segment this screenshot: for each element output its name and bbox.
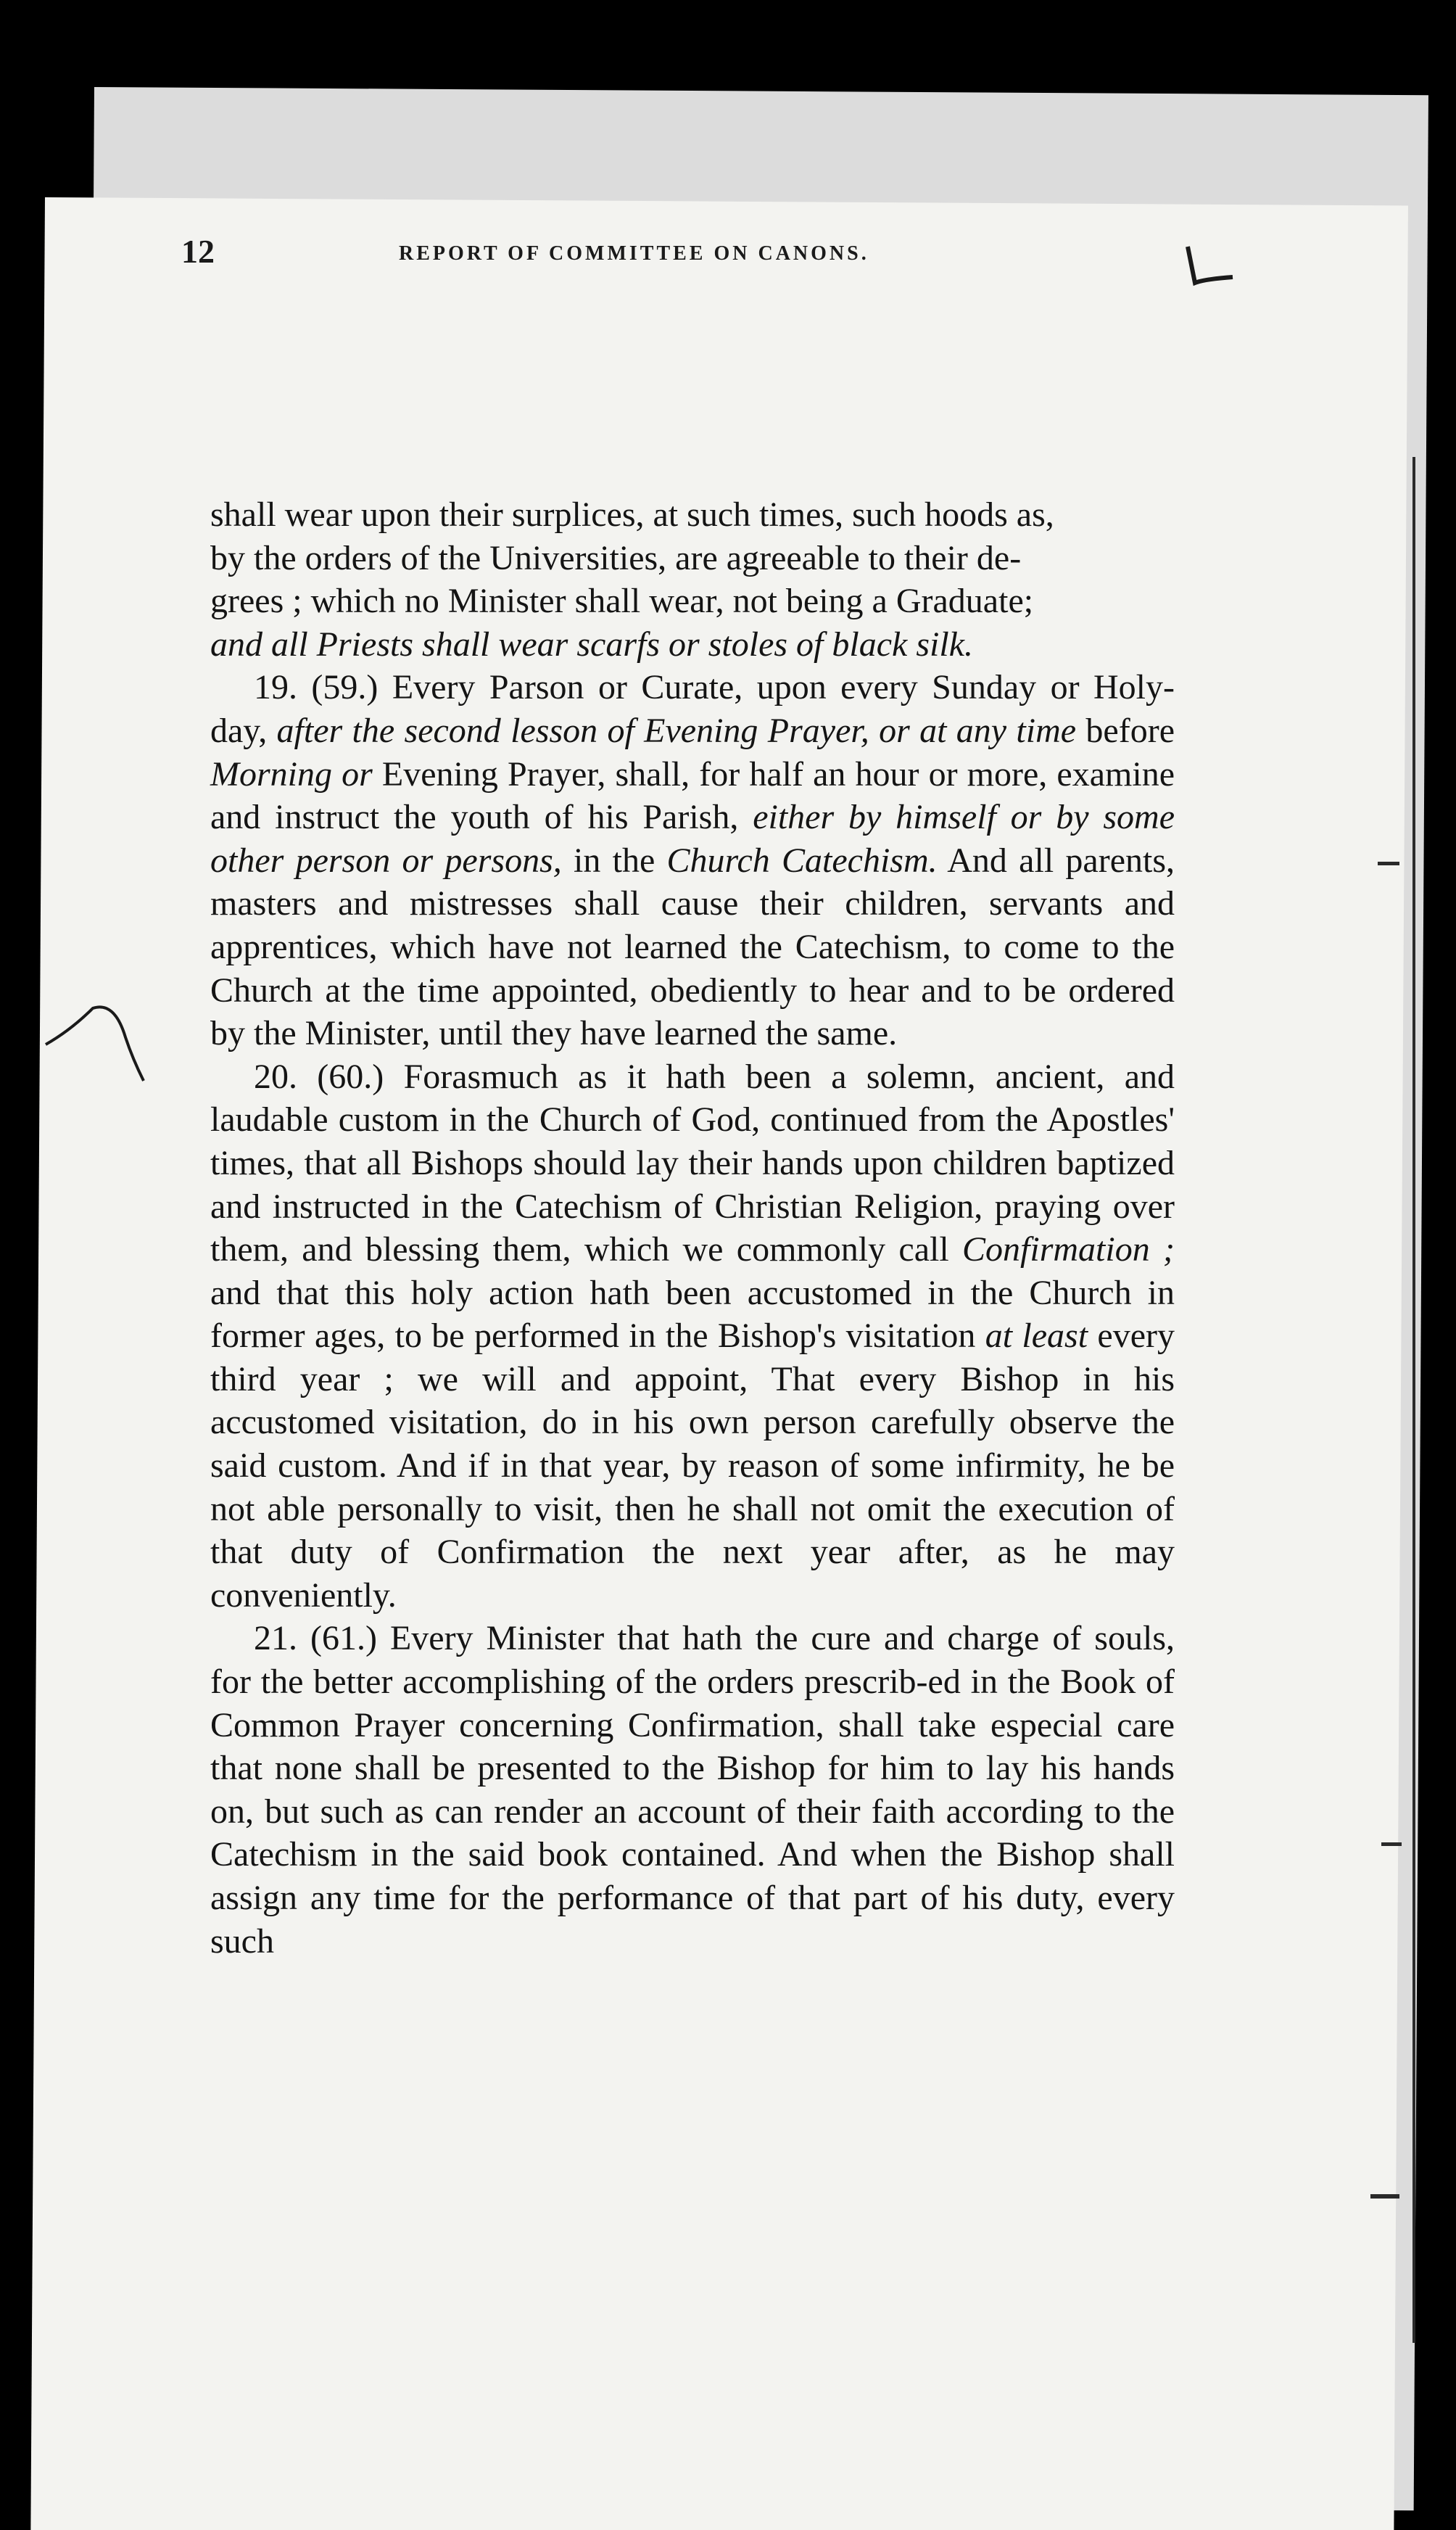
text-run: 21. (61.) Every Minister that hath the cure and charge of souls, for the better accomplishing of the orders prescrib-ed in the Book of Common Prayer concerning Confirmation, shall take especial care that none shall be presented to the Bishop for him to lay his hands on, but such as can render an account of their faith according to the Catechism in the said book contained. And when the Bishop shall assign any time for the performance of that part of his duty, every such (210, 1619, 1175, 1961)
page-body (210, 493, 1175, 1963)
text-line: shall wear upon their surplices, at such times, such hoods as, (210, 495, 1054, 534)
text-run: 20. (60.) Forasmuch as it hath been a solemn, ancient, and laudable custom in the Church of God, continued from the Apostles' times, that all Bishops should lay their hands upon children baptized and instructed in the Catechism of Christian Religion, praying over them, and blessing them, which we commonly call (210, 1057, 1175, 1269)
text-run: before (1076, 711, 1175, 750)
corner-check-mark (1182, 239, 1240, 297)
text-run-italic: at least (985, 1316, 1088, 1356)
paragraph-19 (210, 666, 1175, 1055)
page-number: 12 (181, 233, 215, 270)
text-run-italic: Church Catechism. (666, 841, 938, 880)
text-line: grees ; which no Minister shall wear, not being a Graduate; (210, 582, 1034, 621)
text-run-italic: Morning (210, 754, 332, 794)
text-run: And all parents, masters and mistresses shall cause their children, servants and apprentices, which have not learned the Catechism, to come to the Church at the time appointed, obediently to hear and to be ordered by the Minister, until they have learned the same. (210, 841, 1175, 1053)
text-run: every third year ; we will and appoint, That every Bishop in his accustomed visitation, do in his own person carefully observe the said custom. And if in that year, by reason of some infirmity, he be not able personally to visit, then he shall not omit the execution of that duty of Confirmation the next year after, as he may conveniently. (210, 1316, 1175, 1615)
text-run-italic: either by himself or by some other person or persons, (210, 798, 1175, 880)
ink-dash-mark (1381, 1842, 1402, 1846)
paragraph-18-end (210, 493, 1175, 666)
margin-bracket-mark (42, 994, 151, 1088)
right-margin-line (1412, 457, 1415, 2343)
paragraph-21 (210, 1617, 1175, 1963)
text-run: Evening Prayer, shall, for half an hour or more, examine and instruct the youth of his Parish, (210, 754, 1175, 837)
text-run (332, 755, 342, 794)
paragraph-20 (210, 1055, 1175, 1618)
text-run-italic: Confirmation ; (962, 1230, 1175, 1269)
text-run-italic: after the second lesson of Evening Prayer, or at any time (276, 711, 1077, 750)
text-run: 19. (59.) Every Parson or Curate, upon every Sunday or Holy-day, (210, 668, 1175, 750)
ink-dash-mark (1370, 2194, 1399, 2199)
running-head: REPORT OF COMMITTEE ON CANONS. (399, 242, 869, 265)
text-run: and that this holy action hath been accustomed in the Church in former ages, to be performed in the Bishop's visitation (210, 1273, 1175, 1356)
text-line-italic: and all Priests shall wear scarfs or stoles of black silk. (210, 625, 973, 664)
text-run: in the (561, 841, 667, 880)
text-line: by the orders of the Universities, are agreeable to their de- (210, 538, 1022, 577)
text-run-italic: or (342, 754, 373, 794)
ink-dash-mark (1378, 862, 1399, 865)
page-header (181, 232, 1196, 283)
